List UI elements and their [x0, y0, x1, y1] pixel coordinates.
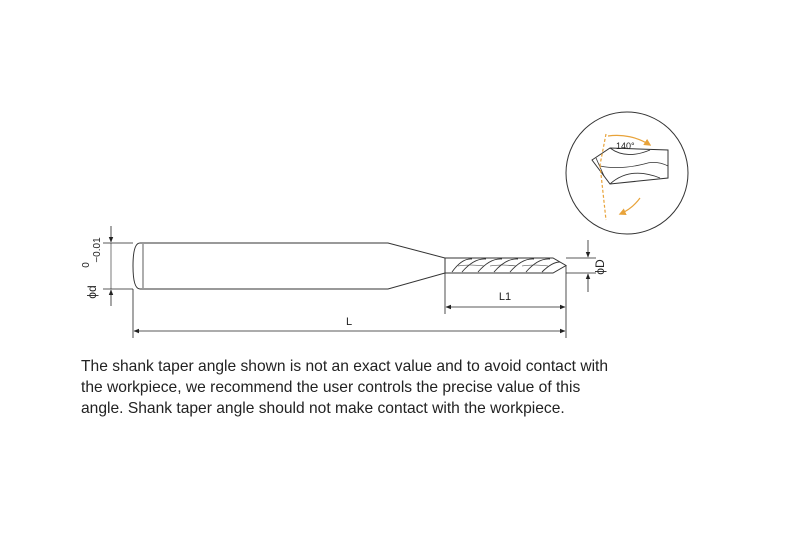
point-angle-label: 140°	[616, 141, 635, 151]
overall-length-label: L	[345, 316, 353, 328]
drill-diameter-label: ϕD	[593, 259, 607, 275]
tolerance-upper: 0	[81, 262, 92, 268]
note-line-2: the workpiece, we recommend the user controls the precise value of this	[81, 379, 581, 396]
drill-diameter-dimension	[566, 240, 596, 292]
drill-body	[133, 243, 566, 289]
shank-diameter-dimension	[103, 226, 133, 306]
note-line-3: angle. Shank taper angle should not make contact with the workpiece.	[81, 400, 565, 417]
shank-taper-note	[81, 356, 721, 419]
shank-diameter-label: ϕd	[85, 285, 99, 299]
point-angle-detail	[566, 112, 688, 234]
note-line-1: The shank taper angle shown is not an exact value and to avoid contact with	[81, 358, 609, 375]
tolerance-lower: −0.01	[92, 237, 103, 263]
drill-shank	[133, 243, 445, 289]
flute-length-label: L1	[498, 291, 512, 303]
